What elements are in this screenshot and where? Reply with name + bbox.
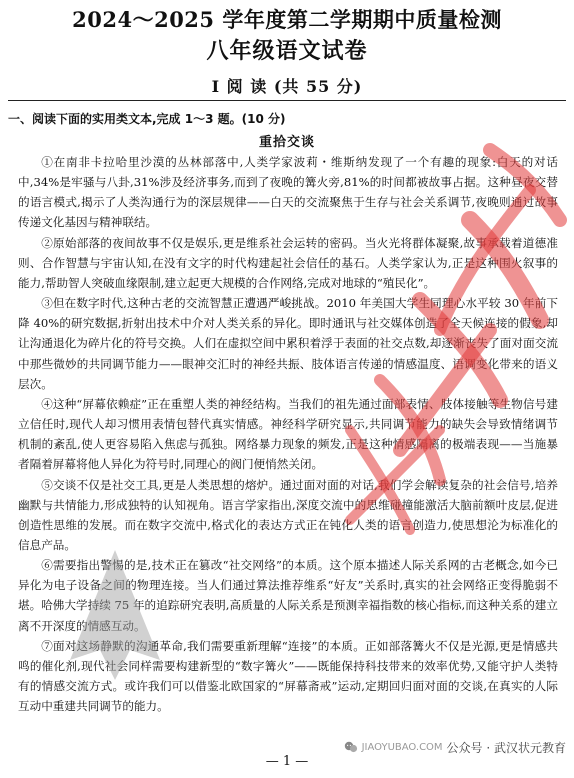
paragraph-6: ⑥需要指出警惕的是,技术正在篡改“社交网络”的本质。这个原本描述人际关系网的古老概念,如今已异化为电子设备之间的物理连接。当人们通过算法推荐维系“好友”关系时,真实的社会网络正变得脆弱不堪。哈佛大学持续 75 年的追踪研究表明,高质量的人际关系是预测幸福指数的核心指标,而这种关系的建立离不开深度的情感互动。 — [18, 558, 558, 633]
brand-label: 公众号 · 武汉状元教育 — [446, 740, 566, 755]
exam-title: 2024～2025 学年度第二学期期中质量检测 — [72, 7, 502, 32]
divider — [8, 100, 566, 101]
question-instruction: 一、阅读下面的实用类文本,完成 1～3 题。(10 分) — [8, 112, 286, 126]
paragraph-7: ⑦面对这场静默的沟通革命,我们需要重新理解“连接”的本质。正如部落篝火不仅是光源,更是情感共鸣的催化剂,现代社会同样需要构建新型的“数字篝火”——既能保持科技带来的效率优势,又能守护人类特有的情感交流方式。或许我们可以借鉴北欧国家的“屏幕斋戒”运动,定期回归面对面的交谈,在真实的人际互动中重建共同调节的能力。 — [18, 638, 558, 714]
paragraph-2: ②原始部落的夜间故事不仅是娱乐,更是维系社会运转的密码。当火光将群体凝聚,故事承载着道德准则、合作智慧与宇宙认知,在没有文字的时代构建起社会信任的基石。人类学家认为,正是这种围火叙事的能力,帮助智人突破血缘限制,建立起更大规模的合作网络,完成对地球的“殖民化”。 — [18, 235, 558, 290]
article-body — [18, 152, 558, 716]
paragraph-3: ③但在数字时代,这种古老的交流智慧正遭遇严峻挑战。2010 年美国大学生同理心水平较 30 年前下降 40%的研究数据,折射出技术中介对人类关系的异化。即时通讯与社交媒体创造了全天候连接的假象,却让沟通退化为碎片化的符号交换。人们在虚拟空间中累积着浮于表面的社交点数,却逐渐丧失了面对面交流中那些微妙的共同调节能力——眼神交汇时的神经共振、肢体语言传递的情感温度、语调变化带来的语义层次。 — [18, 296, 558, 391]
paragraph-5: ⑤交谈不仅是社交工具,更是人类思想的熔炉。通过面对面的对话,我们学会解读复杂的社会信号,培养幽默与共情能力,形成独特的认知视角。语言学家指出,深度交流中的思维碰撞能激活大脑前额叶皮层,促进创造性思维的发展。而在数字交流中,格式化的表达方式正在钝化人类的语言创造力,使思想沦为标准化的信息产品。 — [18, 477, 558, 552]
section-heading: Ⅰ 阅 读 (共 55 分) — [211, 77, 363, 96]
article-title: 重拾交谈 — [258, 135, 315, 150]
page-number: — 1 — — [265, 754, 309, 769]
site-stamp: JIAOYUBAO.COM — [361, 741, 443, 753]
paragraph-1: ①在南非卡拉哈里沙漠的丛林部落中,人类学家波莉・维斯纳发现了一个有趣的现象:白天的对话中,34%是牢骚与八卦,31%涉及经济事务,而到了夜晚的篝火旁,81%的时间都被故事占据。这种昼夜交替的语言模式,揭示了人类沟通行为的深层规律——白天的交流聚焦于生存与社会关系调节,夜晚则通过故事传递文化基因与精神联结。 — [18, 155, 558, 230]
paragraph-4: ④这种“屏幕依赖症”正在重塑人类的神经结构。当我们的祖先通过面部表情、肢体接触等生物信号建立信任时,现代人却习惯用表情包替代真实情感。神经科学研究显示,共同调节能力的缺失会导致情绪调节机制的紊乱,使人更容易陷入焦虑与孤独。网络暴力现象的频发,正是这种情感隔离的极端表现——当施暴者隔着屏幕将他人异化为符号时,同理心的阀门便悄然关闭。 — [18, 396, 558, 472]
exam-subtitle: 八年级语文试卷 — [206, 38, 368, 64]
wechat-icon — [344, 740, 358, 754]
